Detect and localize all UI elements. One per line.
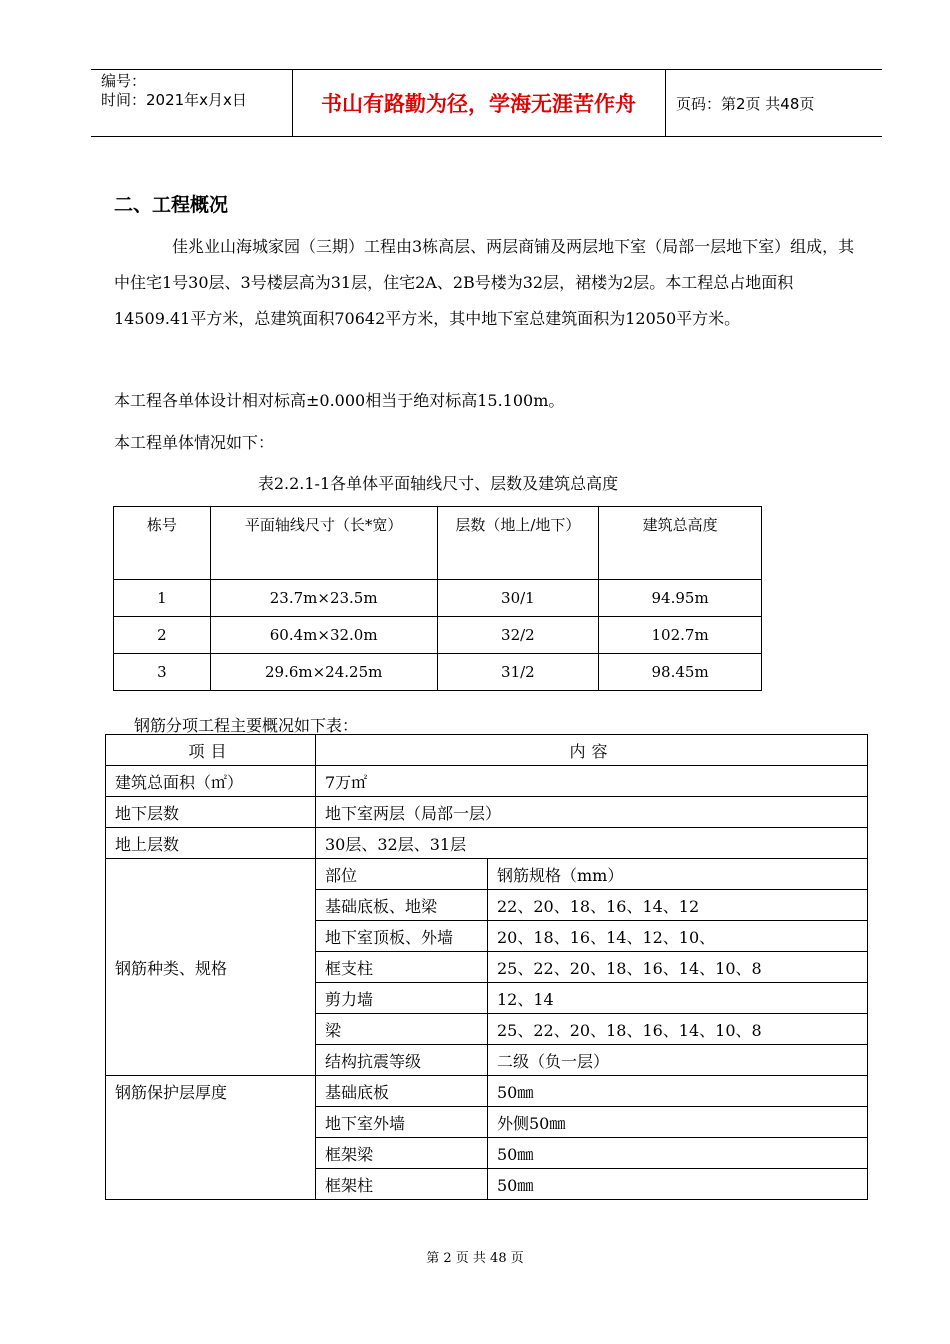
table-cell: 50㎜ (488, 1076, 868, 1107)
table-cell: 框支柱 (316, 952, 488, 983)
table-row (106, 859, 868, 890)
table-cell: 2 (114, 617, 211, 654)
rebar-overview-table (105, 734, 868, 1200)
table2-intro: 钢筋分项工程主要概况如下表： (134, 716, 359, 735)
table-cell-cover-label: 钢筋保护层厚度 (106, 1076, 316, 1200)
table-header-cell: 平面轴线尺寸（长*宽） (210, 507, 437, 580)
table-cell: 50㎜ (488, 1169, 868, 1200)
table-row (106, 766, 868, 797)
table1-caption: 表2.2.1-1各单体平面轴线尺寸、层数及建筑总高度 (257, 474, 619, 493)
table-row (106, 797, 868, 828)
table-cell: 地下室两层（局部一层） (316, 797, 868, 828)
table-header-cell: 栋号 (114, 507, 211, 580)
table-row (114, 654, 762, 691)
table-cell: 20、18、16、14、12、10、 (488, 921, 868, 952)
paragraph-elevation: 本工程各单体设计相对标高±0.000相当于绝对标高15.100m。 (114, 391, 565, 410)
table-cell: 地上层数 (106, 828, 316, 859)
table-cell: 30/1 (437, 580, 599, 617)
building-units-table (113, 506, 762, 691)
table-cell: 剪力墙 (316, 983, 488, 1014)
table-header-cell: 内容 (316, 735, 868, 766)
header-meta (101, 72, 291, 110)
page-header (91, 69, 882, 137)
table-header-cell: 层数（地上/地下） (437, 507, 599, 580)
header-page-label: 页码：第2页 共48页 (676, 94, 815, 113)
table-cell: 框架柱 (316, 1169, 488, 1200)
section-title: 二、工程概况 (114, 194, 229, 216)
table-cell: 31/2 (437, 654, 599, 691)
table-cell: 50㎜ (488, 1138, 868, 1169)
table-cell: 22、20、18、16、14、12 (488, 890, 868, 921)
table-cell: 基础底板、地梁 (316, 890, 488, 921)
table-cell: 94.95m (599, 580, 762, 617)
table-cell: 梁 (316, 1014, 488, 1045)
page-footer: 第 2 页 共 48 页 (426, 1251, 524, 1266)
table-row (114, 580, 762, 617)
table-cell: 12、14 (488, 983, 868, 1014)
table-header-row (106, 735, 868, 766)
table-cell: 基础底板 (316, 1076, 488, 1107)
table-cell: 98.45m (599, 654, 762, 691)
table-cell: 建筑总面积（㎡） (106, 766, 316, 797)
table-cell: 7万㎡ (316, 766, 868, 797)
table-cell: 地下层数 (106, 797, 316, 828)
table-cell: 25、22、20、18、16、14、10、8 (488, 952, 868, 983)
table-cell: 102.7m (599, 617, 762, 654)
table-row (106, 1076, 868, 1107)
table-cell: 二级（负一层） (488, 1045, 868, 1076)
table-cell: 23.7m×23.5m (210, 580, 437, 617)
header-date-label: 时间：2021年x月x日 (101, 91, 247, 109)
table-header-cell: 建筑总高度 (599, 507, 762, 580)
table-cell: 框架梁 (316, 1138, 488, 1169)
table-cell: 外侧50㎜ (488, 1107, 868, 1138)
table-row (106, 828, 868, 859)
table-cell: 29.6m×24.25m (210, 654, 437, 691)
header-divider (665, 70, 666, 136)
table-cell: 32/2 (437, 617, 599, 654)
table-cell: 60.4m×32.0m (210, 617, 437, 654)
table-cell: 1 (114, 580, 211, 617)
table-cell: 地下室外墙 (316, 1107, 488, 1138)
table-cell: 钢筋规格（mm） (488, 859, 868, 890)
header-code-label: 编号： (101, 72, 147, 90)
table-cell: 部位 (316, 859, 488, 890)
table-cell: 地下室顶板、外墙 (316, 921, 488, 952)
table-header-cell: 项目 (106, 735, 316, 766)
table-cell: 结构抗震等级 (316, 1045, 488, 1076)
header-motto: 书山有路勤为径，学海无涯苦作舟 (321, 92, 636, 116)
table-cell: 25、22、20、18、16、14、10、8 (488, 1014, 868, 1045)
table-cell-rebar-label: 钢筋种类、规格 (106, 859, 316, 1076)
table-cell: 3 (114, 654, 211, 691)
table-cell: 30层、32层、31层 (316, 828, 868, 859)
table-header-row (114, 507, 762, 580)
table-row (114, 617, 762, 654)
paragraph-units-intro: 本工程单体情况如下： (114, 433, 275, 452)
paragraph-overview: 佳兆业山海城家园（三期）工程由3栋高层、两层商铺及两层地下室（局部一层地下室）组成，其中住宅1号30层、3号楼层高为31层，住宅2A、2B号楼为32层，裙楼为2层。本工程总占地面积14509.41平方米，总建筑面积70642平方米，其中地下室总建筑面积为12050平方米。 (114, 237, 855, 328)
